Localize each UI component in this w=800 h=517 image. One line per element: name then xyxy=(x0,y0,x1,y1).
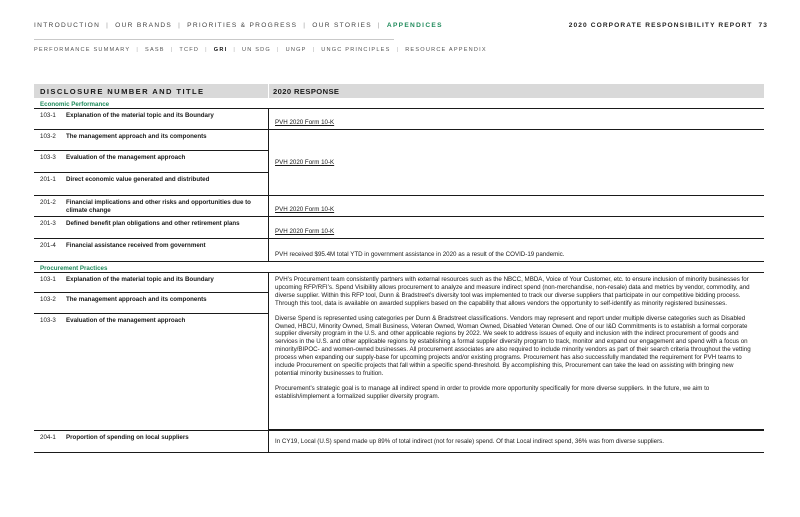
table-row xyxy=(34,431,268,453)
table-row xyxy=(34,173,268,196)
subnav-performance-summary[interactable]: PERFORMANCE SUMMARY xyxy=(34,47,131,53)
disclosure-number: 103-2 xyxy=(40,296,56,303)
report-title-text: 2020 CORPORATE RESPONSIBILITY REPORT xyxy=(568,22,753,29)
disclosure-column xyxy=(34,109,268,262)
economic-performance-grid xyxy=(34,109,764,262)
disclosure-title: Explanation of the material topic and its Boundary xyxy=(66,112,214,119)
disclosure-title: Financial assistance received from government xyxy=(66,242,206,249)
page-number: 73 xyxy=(758,22,768,29)
subnav-tcfd[interactable]: TCFD xyxy=(179,47,200,53)
response-column xyxy=(268,109,764,262)
disclosure-title: The management approach and its components xyxy=(66,133,207,140)
nav-separator: | xyxy=(377,22,381,29)
subnav-separator: | xyxy=(170,47,174,53)
subnav-separator: | xyxy=(396,47,400,53)
local-spend-text: In CY19, Local (U.S) spend made up 89% of total indirect (not for resale) spend. Of that Local indirect spend, 36% was from diverse suppliers. xyxy=(275,438,664,445)
procurement-response-cell xyxy=(269,273,764,430)
disclosure-column xyxy=(34,273,268,430)
subnav-separator: | xyxy=(312,47,316,53)
nav-separator: | xyxy=(178,22,182,29)
disclosure-number: 103-1 xyxy=(40,112,56,119)
response-column xyxy=(268,273,764,430)
top-navigation xyxy=(34,22,768,36)
disclosure-title: Financial implications and other risks and opportunities due to climate change xyxy=(66,199,251,214)
subnav-ungp[interactable]: UNGP xyxy=(285,47,307,53)
nav-separator: | xyxy=(106,22,110,29)
response-cell xyxy=(269,239,764,262)
subnav-ungc-principles[interactable]: UNGC PRINCIPLES xyxy=(321,47,391,53)
response-cell xyxy=(269,196,764,217)
table-row xyxy=(34,293,268,314)
response-cell xyxy=(269,130,764,196)
response-cell xyxy=(269,109,764,130)
nav-introduction[interactable]: INTRODUCTION xyxy=(34,22,101,29)
disclosure-title: The management approach and its components xyxy=(66,296,207,303)
table-row xyxy=(34,196,268,217)
disclosure-number: 103-3 xyxy=(40,154,56,161)
table-row xyxy=(34,314,268,430)
procurement-practices-grid xyxy=(34,273,764,430)
subnav-separator: | xyxy=(136,47,140,53)
disclosure-number: 201-2 xyxy=(40,199,56,206)
subnav-resource-appendix[interactable]: RESOURCE APPENDIX xyxy=(405,47,487,53)
response-column xyxy=(268,431,764,453)
disclosure-title: Defined benefit plan obligations and other retirement plans xyxy=(66,220,240,227)
disclosure-number: 201-3 xyxy=(40,220,56,227)
form-10k-link[interactable]: PVH 2020 Form 10-K xyxy=(275,159,335,166)
disclosure-number: 103-2 xyxy=(40,133,56,140)
column-header-disclosure: DISCLOSURE NUMBER AND TITLE xyxy=(40,86,205,96)
report-title xyxy=(569,22,768,29)
subnav-un-sdg[interactable]: UN SDG xyxy=(241,47,271,53)
table-row xyxy=(34,217,268,239)
disclosure-number: 201-1 xyxy=(40,176,56,183)
response-paragraph: Procurement’s strategic goal is to manage all indirect spend in order to provide more opportunity specifically for more diverse suppliers. In the future, we aim to establish/implement a formalized supplier diversity program. xyxy=(275,384,710,400)
nav-separator: | xyxy=(303,22,307,29)
column-header-response: 2020 RESPONSE xyxy=(268,84,764,98)
nav-divider xyxy=(34,39,394,40)
disclosure-title: Evaluation of the management approach xyxy=(66,317,186,324)
form-10k-link[interactable]: PVH 2020 Form 10-K xyxy=(275,119,335,126)
disclosure-number: 201-4 xyxy=(40,242,56,249)
table-row xyxy=(34,130,268,151)
response-paragraph: PVH’s Procurement team consistently partners with external resources such as the NBCC, MBDA, Voice of Your Customer, etc. to ensure inclusion of minority businesses for upcoming RFP/RFI’s. Spend Visibility allows procurement to analyze and measure indirect spend (non-merchandise, non-resale) data and metrics by vendor, commodity, and diverse supplier. Within this RFP tool, Dunn & Bradstreet’s diversity tool was implemented to track our diverse suppliers that participate in our competitive bidding process. Through this tool, data is available on awarded suppliers based on the capability that allows vendors the opportunity to self-identify as minority registered businesses. xyxy=(275,276,750,307)
subnav-gri[interactable]: GRI xyxy=(213,47,228,53)
table-row xyxy=(34,151,268,173)
nav-appendices[interactable]: APPENDICES xyxy=(386,22,443,29)
sub-navigation xyxy=(34,47,487,53)
disclosure-title: Evaluation of the management approach xyxy=(66,154,186,161)
nav-priorities-progress[interactable]: PRIORITIES & PROGRESS xyxy=(187,22,298,29)
nav-our-stories[interactable]: OUR STORIES xyxy=(312,22,372,29)
disclosure-title: Direct economic value generated and distributed xyxy=(66,176,210,183)
disclosure-column xyxy=(34,431,268,453)
disclosure-table xyxy=(34,84,764,453)
response-cell xyxy=(269,217,764,239)
disclosure-title: Proportion of spending on local suppliers xyxy=(66,434,189,441)
table-header xyxy=(34,84,764,98)
local-spending-grid xyxy=(34,430,764,453)
subnav-separator: | xyxy=(233,47,236,53)
response-paragraph: Diverse Spend is represented using categories per Dunn & Bradstreet classifications. Vendors may represent and report under multiple diverse categories such as Disabled Owned, HBCU, Minority Owned, Small Business, Veteran Owned, Woman Owned, Disabled Veteran Owned. One of our I&D Commitments is to establish a formal corporate supplier diversity program in the U.S. and other applicable regions by 2022. We seek to address issues of equity and inclusion with the indirect procurement of goods and services in the U.S. and other applicable regions by establishing a formal supplier diversity program to track, monitor and expand our engagement and spend with a focus on minority/BIPOC- and women-owned businesses. All procurement associates are also required to include minority vendors as part of their search criteria throughout the vetting process when expanding our supply-base for upcoming projects and/or existing programs. Procurement has also successfully mandated the requirement for PVH teams to include Procurement on specific projects that fall within a specific spend-threshold. By accomplishing this, Procurement can take the lead on assisting with bringing new potential minority businesses to fruition. xyxy=(275,314,751,377)
section-procurement-practices: Procurement Practices xyxy=(34,262,764,273)
disclosure-number: 204-1 xyxy=(40,434,56,441)
form-10k-link[interactable]: PVH 2020 Form 10-K xyxy=(275,228,335,235)
disclosure-number: 103-3 xyxy=(40,317,56,324)
subnav-separator: | xyxy=(205,47,208,53)
response-cell xyxy=(269,431,764,453)
table-row xyxy=(34,273,268,293)
government-assistance-text: PVH received $95.4M total YTD in government assistance in 2020 as a result of the COVID-19 pandemic. xyxy=(275,251,565,258)
table-row xyxy=(34,239,268,262)
nav-our-brands[interactable]: OUR BRANDS xyxy=(115,22,173,29)
disclosure-title: Explanation of the material topic and its Boundary xyxy=(66,276,214,283)
disclosure-number: 103-1 xyxy=(40,276,56,283)
form-10k-link[interactable]: PVH 2020 Form 10-K xyxy=(275,206,335,213)
table-row xyxy=(34,109,268,130)
subnav-sasb[interactable]: SASB xyxy=(145,47,165,53)
subnav-separator: | xyxy=(276,47,280,53)
section-economic-performance: Economic Performance xyxy=(34,98,764,109)
